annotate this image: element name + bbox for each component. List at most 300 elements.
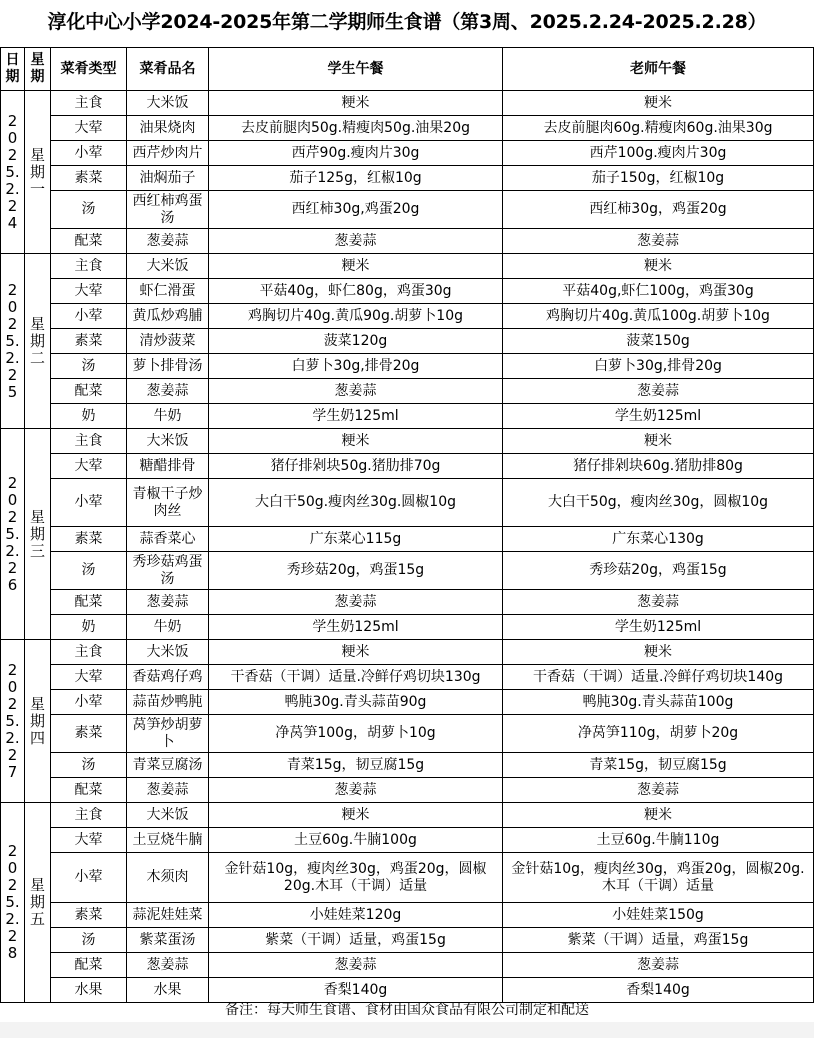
table-row — [1, 304, 814, 329]
dish-type-cell-text: 素菜 — [74, 725, 103, 741]
student-lunch-cell — [209, 116, 503, 141]
weekday-cell: 星期四 — [25, 640, 51, 803]
dish-name-cell-text: 油果烧肉 — [139, 119, 196, 136]
date-cell: 2025.2.25 — [1, 254, 25, 429]
dish-type-cell-text: 配菜 — [74, 232, 103, 249]
table-row — [1, 479, 814, 527]
table-row — [1, 354, 814, 379]
dish-name-cell — [127, 354, 209, 379]
dish-type-cell — [51, 615, 127, 640]
teacher-lunch-cell — [503, 690, 814, 715]
dish-name-cell — [127, 590, 209, 615]
dish-type-cell-text: 配菜 — [74, 956, 103, 973]
teacher-lunch-cell-text: 粳米 — [644, 806, 672, 823]
dish-name-cell — [127, 304, 209, 329]
teacher-lunch-cell-text: 葱姜蒜 — [637, 781, 679, 798]
teacher-lunch-cell — [503, 454, 814, 479]
dish-type-cell — [51, 853, 127, 903]
student-lunch-cell-text: 鸡胸切片40g.黄瓜90g.胡萝卜10g — [247, 307, 463, 324]
table-row — [1, 590, 814, 615]
table-row — [1, 229, 814, 254]
student-lunch-cell-text: 小娃娃菜120g — [309, 906, 402, 923]
student-lunch-cell-text: 西芹90g.瘦肉片30g — [291, 144, 420, 161]
teacher-lunch-cell — [503, 640, 814, 665]
student-lunch-cell — [209, 254, 503, 279]
teacher-lunch-cell — [503, 166, 814, 191]
student-lunch-cell-text: 粳米 — [341, 643, 370, 660]
header-dish-name: 菜肴品名 — [127, 48, 209, 91]
dish-type-cell — [51, 304, 127, 329]
dish-type-cell-text: 主食 — [74, 643, 103, 660]
dish-name-cell-text: 土豆烧牛腩 — [132, 831, 203, 848]
dish-name-cell-text: 油焖茄子 — [139, 169, 196, 186]
dish-name-cell — [127, 527, 209, 552]
dish-name-cell-text: 虾仁滑蛋 — [139, 282, 196, 299]
student-lunch-cell-text: 学生奶125ml — [312, 407, 399, 424]
teacher-lunch-cell-text: 干香菇（干调）适量.冷鲜仔鸡切块140g — [532, 668, 784, 685]
table-row — [1, 454, 814, 479]
student-lunch-cell — [209, 978, 503, 1003]
dish-type-cell — [51, 279, 127, 304]
dish-type-cell — [51, 166, 127, 191]
dish-type-cell-text: 汤 — [81, 931, 96, 948]
teacher-lunch-cell — [503, 928, 814, 953]
teacher-lunch-cell — [503, 828, 814, 853]
teacher-lunch-cell-text: 学生奶125ml — [614, 407, 702, 424]
student-lunch-cell-text: 西红柿30g,鸡蛋20g — [291, 201, 420, 217]
student-lunch-cell-text: 葱姜蒜 — [334, 593, 377, 610]
table-row — [1, 254, 814, 279]
header-dish-type: 菜肴类型 — [51, 48, 127, 91]
student-lunch-cell-text: 菠菜120g — [323, 332, 388, 349]
dish-name-cell — [127, 141, 209, 166]
dish-type-cell-text: 大荤 — [74, 668, 103, 685]
header-weekday: 星期 — [25, 48, 51, 91]
student-lunch-cell — [209, 953, 503, 978]
dish-type-cell-text: 主食 — [74, 94, 103, 111]
weekday-cell: 星期一 — [25, 91, 51, 254]
dish-name-cell-text: 莴笋炒胡萝卜 — [132, 716, 203, 750]
dish-name-cell — [127, 229, 209, 254]
dish-name-cell-text: 黄瓜炒鸡脯 — [132, 307, 203, 324]
teacher-lunch-cell-text: 粳米 — [644, 432, 672, 449]
dish-name-cell-text: 西红柿鸡蛋汤 — [132, 192, 203, 226]
table-row — [1, 978, 814, 1003]
footer-note: 备注：每天师生食谱、食材由国众食品有限公司制定和配送 — [225, 1002, 589, 1018]
dish-name-cell-text: 葱姜蒜 — [146, 382, 189, 399]
student-lunch-cell-text: 鸭肫30g.青头蒜苗90g — [284, 693, 427, 710]
teacher-lunch-cell — [503, 429, 814, 454]
dish-type-cell-text: 配菜 — [74, 382, 103, 399]
teacher-lunch-cell — [503, 590, 814, 615]
dish-name-cell-text: 水果 — [153, 981, 182, 998]
page-title: 淳化中心小学2024-2025年第二学期师生食谱（第3周、2025.2.24-2025.2.28） — [47, 11, 767, 33]
student-lunch-cell — [209, 552, 503, 590]
dish-name-cell — [127, 191, 209, 229]
dish-type-cell-text: 汤 — [81, 201, 96, 217]
dish-type-cell — [51, 778, 127, 803]
student-lunch-cell-text: 广东菜心115g — [309, 530, 402, 547]
student-lunch-cell-text: 学生奶125ml — [312, 618, 399, 635]
teacher-lunch-cell — [503, 354, 814, 379]
dish-name-cell-text: 大米饭 — [146, 432, 189, 449]
teacher-lunch-cell-text: 葱姜蒜 — [637, 382, 679, 399]
table-row — [1, 116, 814, 141]
table-row — [1, 803, 814, 828]
student-lunch-cell-text: 秀珍菇20g，鸡蛋15g — [286, 562, 425, 578]
dish-type-cell — [51, 690, 127, 715]
dish-type-cell — [51, 116, 127, 141]
student-lunch-cell — [209, 590, 503, 615]
dish-type-cell-text: 素菜 — [74, 332, 103, 349]
student-lunch-cell-text: 大白干50g.瘦肉丝30g.圆椒10g — [254, 494, 456, 510]
student-lunch-cell-text: 茄子125g，红椒10g — [289, 169, 422, 186]
table-row — [1, 753, 814, 778]
dish-type-cell — [51, 715, 127, 753]
student-lunch-cell — [209, 665, 503, 690]
student-lunch-cell — [209, 166, 503, 191]
teacher-lunch-cell — [503, 191, 814, 229]
teacher-lunch-cell-text: 菠菜150g — [626, 332, 690, 349]
dish-name-cell-text: 蒜泥娃娃菜 — [132, 906, 203, 923]
student-lunch-cell — [209, 404, 503, 429]
teacher-lunch-cell — [503, 903, 814, 928]
teacher-lunch-cell — [503, 753, 814, 778]
table-row — [1, 690, 814, 715]
student-lunch-cell — [209, 640, 503, 665]
dish-type-cell-text: 汤 — [81, 562, 96, 578]
teacher-lunch-cell-text: 广东菜心130g — [612, 530, 704, 547]
dish-type-cell — [51, 527, 127, 552]
teacher-lunch-cell-text: 去皮前腿肉60g.精瘦肉60g.油果30g — [543, 119, 773, 136]
dish-type-cell — [51, 429, 127, 454]
dish-type-cell — [51, 479, 127, 527]
dish-name-cell — [127, 454, 209, 479]
student-lunch-cell — [209, 354, 503, 379]
student-lunch-cell-text: 粳米 — [341, 432, 370, 449]
dish-name-cell — [127, 753, 209, 778]
table-row — [1, 91, 814, 116]
table-row — [1, 527, 814, 552]
teacher-lunch-cell-text: 青菜15g，韧豆腐15g — [589, 756, 727, 773]
dish-name-cell-text: 大米饭 — [146, 257, 189, 274]
dish-name-cell — [127, 640, 209, 665]
dish-name-cell — [127, 254, 209, 279]
teacher-lunch-cell — [503, 778, 814, 803]
dish-type-cell — [51, 229, 127, 254]
teacher-lunch-cell-text: 西芹100g.瘦肉片30g — [589, 144, 727, 161]
dish-type-cell — [51, 640, 127, 665]
teacher-lunch-cell-text: 粳米 — [644, 257, 672, 274]
dish-type-cell — [51, 978, 127, 1003]
dish-type-cell — [51, 953, 127, 978]
dish-name-cell — [127, 479, 209, 527]
table-row — [1, 953, 814, 978]
dish-name-cell — [127, 828, 209, 853]
dish-type-cell — [51, 379, 127, 404]
teacher-lunch-cell-text: 葱姜蒜 — [637, 593, 679, 610]
student-lunch-cell — [209, 527, 503, 552]
teacher-lunch-cell — [503, 527, 814, 552]
dish-name-cell-text: 葱姜蒜 — [146, 232, 189, 249]
dish-name-cell — [127, 778, 209, 803]
date-cell: 2025.2.26 — [1, 429, 25, 640]
dish-name-cell — [127, 279, 209, 304]
table-row — [1, 379, 814, 404]
table-row — [1, 552, 814, 590]
student-lunch-cell-text: 粳米 — [341, 94, 370, 111]
student-lunch-cell — [209, 690, 503, 715]
student-lunch-cell — [209, 615, 503, 640]
table-row — [1, 404, 814, 429]
teacher-lunch-cell — [503, 304, 814, 329]
menu-body — [1, 91, 814, 1003]
date-cell: 2025.2.28 — [1, 803, 25, 1003]
table-row — [1, 928, 814, 953]
teacher-lunch-cell-text: 秀珍菇20g，鸡蛋15g — [589, 562, 727, 578]
dish-name-cell — [127, 903, 209, 928]
dish-type-cell — [51, 454, 127, 479]
dish-type-cell — [51, 141, 127, 166]
dish-type-cell-text: 素菜 — [74, 530, 103, 547]
student-lunch-cell — [209, 141, 503, 166]
dish-name-cell-text: 西芹炒肉片 — [132, 144, 203, 161]
dish-name-cell — [127, 552, 209, 590]
dish-type-cell — [51, 91, 127, 116]
table-row — [1, 853, 814, 903]
dish-name-cell-text: 葱姜蒜 — [146, 956, 189, 973]
dish-type-cell — [51, 665, 127, 690]
date-cell: 2025.2.24 — [1, 91, 25, 254]
student-lunch-cell — [209, 304, 503, 329]
dish-name-cell — [127, 166, 209, 191]
dish-type-cell — [51, 590, 127, 615]
dish-type-cell-text: 主食 — [74, 257, 103, 274]
student-lunch-cell-text: 金针菇10g，瘦肉丝30g，鸡蛋20g，圆椒20g.木耳（干调）适量 — [224, 860, 487, 894]
table-row — [1, 191, 814, 229]
dish-name-cell — [127, 404, 209, 429]
teacher-lunch-cell-text: 葱姜蒜 — [637, 232, 679, 249]
student-lunch-cell-text: 猪仔排剁块50g.猪肋排70g — [270, 457, 441, 474]
teacher-lunch-cell — [503, 91, 814, 116]
dish-name-cell — [127, 715, 209, 753]
student-lunch-cell-text: 粳米 — [341, 806, 370, 823]
teacher-lunch-cell — [503, 615, 814, 640]
dish-type-cell-text: 水果 — [74, 981, 103, 998]
teacher-lunch-cell — [503, 229, 814, 254]
student-lunch-cell — [209, 429, 503, 454]
dish-type-cell-text: 配菜 — [74, 781, 103, 798]
dish-type-cell — [51, 404, 127, 429]
student-lunch-cell-text: 粳米 — [341, 257, 370, 274]
table-row — [1, 329, 814, 354]
dish-type-cell — [51, 903, 127, 928]
teacher-lunch-cell — [503, 404, 814, 429]
dish-name-cell — [127, 91, 209, 116]
student-lunch-cell-text: 葱姜蒜 — [334, 956, 377, 973]
dish-name-cell-text: 萝卜排骨汤 — [132, 357, 203, 374]
table-header-row — [1, 48, 814, 91]
teacher-lunch-cell-text: 粳米 — [644, 94, 672, 111]
table-row — [1, 615, 814, 640]
teacher-lunch-cell — [503, 329, 814, 354]
dish-type-cell-text: 配菜 — [74, 593, 103, 610]
dish-type-cell — [51, 191, 127, 229]
table-row — [1, 429, 814, 454]
teacher-lunch-cell-text: 茄子150g，红椒10g — [591, 169, 725, 186]
dish-name-cell — [127, 928, 209, 953]
dish-name-cell-text: 青椒干子炒肉丝 — [132, 485, 203, 519]
student-lunch-cell-text: 青菜15g，韧豆腐15g — [286, 756, 425, 773]
dish-type-cell — [51, 928, 127, 953]
teacher-lunch-cell — [503, 141, 814, 166]
dish-name-cell-text: 牛奶 — [153, 407, 182, 424]
teacher-lunch-cell-text: 大白干50g，瘦肉丝30g，圆椒10g — [547, 494, 769, 510]
student-lunch-cell — [209, 454, 503, 479]
dish-type-cell-text: 主食 — [74, 432, 103, 449]
teacher-lunch-cell — [503, 479, 814, 527]
teacher-lunch-cell — [503, 853, 814, 903]
table-row — [1, 640, 814, 665]
dish-type-cell-text: 汤 — [81, 357, 96, 374]
student-lunch-cell-text: 葱姜蒜 — [334, 781, 377, 798]
dish-name-cell — [127, 953, 209, 978]
weekday-cell: 星期五 — [25, 803, 51, 1003]
teacher-lunch-cell-text: 小娃娃菜150g — [612, 906, 704, 923]
dish-name-cell — [127, 329, 209, 354]
teacher-lunch-cell-text: 净莴笋110g，胡萝卜20g — [577, 725, 739, 741]
teacher-lunch-cell — [503, 665, 814, 690]
student-lunch-cell — [209, 853, 503, 903]
teacher-lunch-cell — [503, 379, 814, 404]
student-lunch-cell — [209, 778, 503, 803]
teacher-lunch-cell-text: 猪仔排剁块60g.猪肋排80g — [573, 457, 743, 474]
student-lunch-cell — [209, 191, 503, 229]
teacher-lunch-cell-text: 金针菇10g，瘦肉丝30g，鸡蛋20g，圆椒20g.木耳（干调）适量 — [511, 860, 805, 894]
student-lunch-cell — [209, 91, 503, 116]
header-date: 日期 — [1, 48, 25, 91]
dish-name-cell — [127, 978, 209, 1003]
dish-type-cell-text: 主食 — [74, 806, 103, 823]
dish-name-cell — [127, 116, 209, 141]
header-teacher-lunch: 老师午餐 — [503, 48, 814, 91]
teacher-lunch-cell-text: 粳米 — [644, 643, 672, 660]
dish-name-cell-text: 糖醋排骨 — [139, 457, 196, 474]
teacher-lunch-cell-text: 紫菜（干调）适量，鸡蛋15g — [567, 931, 749, 948]
dish-type-cell — [51, 329, 127, 354]
table-row — [1, 903, 814, 928]
dish-name-cell-text: 香菇鸡仔鸡 — [132, 668, 203, 685]
dish-type-cell — [51, 753, 127, 778]
dish-type-cell-text: 大荤 — [74, 831, 103, 848]
dish-type-cell — [51, 354, 127, 379]
header-student-lunch: 学生午餐 — [209, 48, 503, 91]
student-lunch-cell-text: 紫菜（干调）适量，鸡蛋15g — [265, 931, 446, 948]
table-row — [1, 665, 814, 690]
teacher-lunch-cell — [503, 803, 814, 828]
teacher-lunch-cell — [503, 978, 814, 1003]
dish-name-cell-text: 紫菜蛋汤 — [139, 931, 196, 948]
table-row — [1, 141, 814, 166]
student-lunch-cell-text: 净莴笋100g，胡萝卜10g — [275, 725, 436, 741]
table-row — [1, 828, 814, 853]
dish-name-cell-text: 清炒菠菜 — [139, 332, 196, 349]
student-lunch-cell-text: 干香菇（干调）适量.冷鲜仔鸡切块130g — [230, 668, 481, 685]
student-lunch-cell-text: 葱姜蒜 — [334, 232, 377, 249]
teacher-lunch-cell-text: 白萝卜30g,排骨20g — [594, 357, 722, 374]
dish-type-cell-text: 大荤 — [74, 119, 103, 136]
dish-name-cell-text: 大米饭 — [146, 643, 189, 660]
teacher-lunch-cell-text: 土豆60g.牛腩110g — [596, 831, 720, 848]
dish-name-cell — [127, 379, 209, 404]
student-lunch-cell — [209, 479, 503, 527]
dish-name-cell-text: 青菜豆腐汤 — [132, 756, 203, 773]
dish-name-cell — [127, 429, 209, 454]
dish-name-cell — [127, 690, 209, 715]
teacher-lunch-cell-text: 香梨140g — [626, 981, 690, 998]
teacher-lunch-cell — [503, 715, 814, 753]
date-cell: 2025.2.27 — [1, 640, 25, 803]
dish-type-cell — [51, 828, 127, 853]
dish-name-cell-text: 大米饭 — [146, 806, 189, 823]
teacher-lunch-cell — [503, 552, 814, 590]
dish-type-cell-text: 汤 — [81, 756, 96, 773]
teacher-lunch-cell — [503, 953, 814, 978]
student-lunch-cell — [209, 715, 503, 753]
student-lunch-cell — [209, 329, 503, 354]
student-lunch-cell-text: 土豆60g.牛腩100g — [294, 831, 417, 848]
dish-type-cell-text: 奶 — [81, 407, 96, 424]
dish-type-cell-text: 奶 — [81, 618, 96, 635]
student-lunch-cell-text: 葱姜蒜 — [334, 382, 377, 399]
dish-name-cell — [127, 665, 209, 690]
dish-type-cell-text: 小荤 — [74, 494, 103, 510]
student-lunch-cell-text: 白萝卜30g,排骨20g — [291, 357, 420, 374]
dish-name-cell-text: 秀珍菇鸡蛋汤 — [132, 553, 203, 587]
teacher-lunch-cell-text: 学生奶125ml — [614, 618, 702, 635]
student-lunch-cell — [209, 828, 503, 853]
student-lunch-cell-text: 香梨140g — [323, 981, 388, 998]
dish-name-cell — [127, 853, 209, 903]
dish-name-cell-text: 葱姜蒜 — [146, 593, 189, 610]
table-row — [1, 715, 814, 753]
dish-type-cell-text: 小荤 — [74, 307, 103, 324]
weekday-cell: 星期三 — [25, 429, 51, 640]
dish-type-cell-text: 大荤 — [74, 282, 103, 299]
student-lunch-cell-text: 平菇40g，虾仁80g，鸡蛋30g — [259, 282, 452, 299]
dish-name-cell-text: 葱姜蒜 — [146, 781, 189, 798]
student-lunch-cell — [209, 279, 503, 304]
teacher-lunch-cell-text: 葱姜蒜 — [637, 956, 679, 973]
dish-type-cell — [51, 552, 127, 590]
table-row — [1, 778, 814, 803]
teacher-lunch-cell — [503, 116, 814, 141]
dish-name-cell — [127, 803, 209, 828]
student-lunch-cell — [209, 803, 503, 828]
dish-name-cell-text: 木须肉 — [146, 869, 189, 885]
dish-name-cell — [127, 615, 209, 640]
student-lunch-cell-text: 去皮前腿肉50g.精瘦肉50g.油果20g — [240, 119, 470, 136]
teacher-lunch-cell — [503, 254, 814, 279]
dish-type-cell-text: 大荤 — [74, 457, 103, 474]
student-lunch-cell — [209, 229, 503, 254]
dish-name-cell-text: 牛奶 — [153, 618, 182, 635]
student-lunch-cell — [209, 379, 503, 404]
dish-type-cell-text: 素菜 — [74, 169, 103, 186]
dish-name-cell-text: 蒜苗炒鸭肫 — [132, 693, 203, 710]
student-lunch-cell — [209, 928, 503, 953]
student-lunch-cell — [209, 753, 503, 778]
